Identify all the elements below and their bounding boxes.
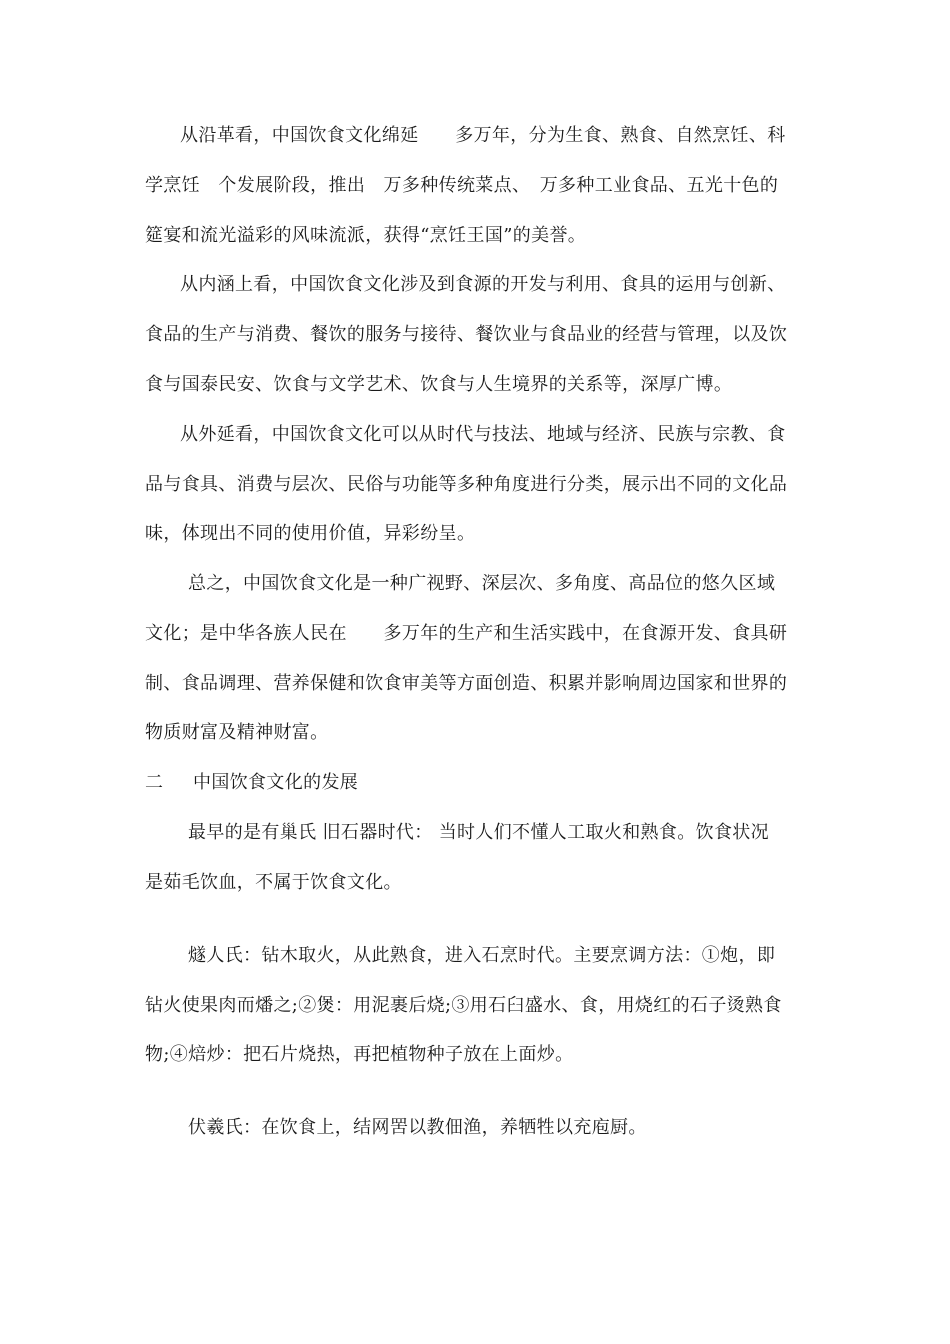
paragraph-connotation-line-3: 食与国泰民安、饮食与文学艺术、饮食与人生境界的关系等，深厚广博。: [145, 374, 733, 395]
paragraph-summary-line-3: 制、食品调理、营养保健和饮食审美等方面创造、积累并影响周边国家和世界的: [145, 673, 788, 694]
paragraph-suiren-line-2: 钻火使果肉而燔之;②煲：用泥裹后烧;③用石臼盛水、食，用烧红的石子烫熟食: [145, 995, 782, 1016]
paragraph-extension-line-3: 味，体现出不同的使用价值，异彩纷呈。: [145, 523, 476, 544]
paragraph-suiren-line-1: 燧人氏：钻木取火，从此熟食，进入石烹时代。主要烹调方法：①炮，即: [188, 945, 776, 966]
paragraph-fuxi-line-1: 伏羲氏：在饮食上，结网罟以教佃渔，养牺牲以充庖厨。: [188, 1117, 647, 1138]
paragraph-summary-line-2: 文化；是中华各族人民在 多万年的生产和生活实践中，在食源开发、食具研: [145, 623, 788, 644]
paragraph-history-line-1: 从沿革看，中国饮食文化绵延 多万年，分为生食、熟食、自然烹饪、科: [180, 125, 786, 146]
paragraph-history-line-3: 筵宴和流光溢彩的风味流派，获得“烹饪王国”的美誉。: [145, 225, 587, 246]
paragraph-history-line-2: 学烹饪 个发展阶段，推出 万多种传统菜点、 万多种工业食品、五光十色的: [145, 175, 779, 196]
paragraph-summary-line-1: 总之，中国饮食文化是一种广视野、深层次、多角度、高品位的悠久区域: [188, 573, 776, 594]
section-number: 二: [145, 772, 164, 793]
paragraph-connotation-line-1: 从内涵上看，中国饮食文化涉及到食源的开发与利用、食具的运用与创新、: [180, 274, 786, 295]
paragraph-connotation-line-2: 食品的生产与消费、餐饮的服务与接待、餐饮业与食品业的经营与管理，以及饮: [145, 324, 788, 345]
paragraph-extension-line-2: 品与食具、消费与层次、民俗与功能等多种角度进行分类，展示出不同的文化品: [145, 474, 788, 495]
paragraph-suiren-line-3: 物;④焙炒：把石片烧热，再把植物种子放在上面炒。: [145, 1044, 574, 1065]
paragraph-youchao-line-1: 最早的是有巢氏 旧石器时代： 当时人们不懂人工取火和熟食。饮食状况: [188, 822, 769, 843]
paragraph-youchao-line-2: 是茹毛饮血，不属于饮食文化。: [145, 872, 402, 893]
paragraph-extension-line-1: 从外延看，中国饮食文化可以从时代与技法、地域与经济、民族与宗教、食: [180, 424, 786, 445]
section-heading: 中国饮食文化的发展: [193, 772, 359, 793]
paragraph-summary-line-4: 物质财富及精神财富。: [145, 722, 329, 743]
